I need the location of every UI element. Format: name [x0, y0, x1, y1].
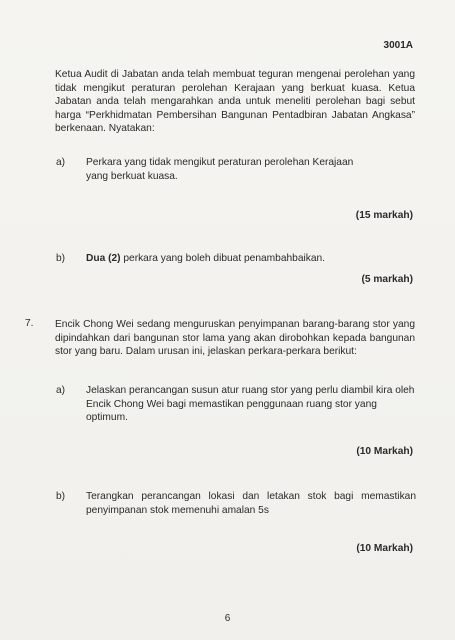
question-7-text: Encik Chong Wei sedang menguruskan penyimpanan barang-barang stor yang dipindahkan dari bangunan stor lama yang akan dirobohkan kepada bangunan stor yang baru. Dalam urusan ini, jelaskan perkara-perkara berikut:: [55, 319, 415, 358]
question-7-number: 7.: [25, 318, 34, 329]
question-7b-letter: b): [56, 491, 66, 502]
question-6b-rest: perkara yang boleh dibuat penambahbaikan.: [120, 253, 325, 264]
question-7a-marks: (10 Markah): [356, 446, 413, 457]
question-6b-letter: b): [56, 253, 66, 264]
question-6a-letter: a): [56, 157, 66, 168]
question-7a-text: Jelaskan perancangan susun atur ruang stor yang perlu diambil kira oleh Encik Chong Wei bagi memastikan penggunaan ruang stor yang optimum.: [86, 385, 415, 424]
question-6b-text: [86, 252, 416, 266]
question-7a-letter: a): [56, 385, 66, 396]
question-7b-text: Terangkan perancangan lokasi dan letakan stok bagi memastikan penyimpanan stok memenuhi amalan 5s: [86, 491, 416, 516]
question-6b-marks: (5 markah): [361, 274, 413, 285]
question-6a-text: Perkara yang tidak mengikut peraturan perolehan Kerajaan yang berkuat kuasa.: [86, 157, 354, 182]
paper-code: 3001A: [383, 40, 413, 51]
question-6-intro: Ketua Audit di Jabatan anda telah membuat teguran mengenai perolehan yang tidak mengikut peraturan perolehan Kerajaan yang berkuat kuasa. Ketua Jabatan anda telah mengarahkan anda untuk meneliti perolehan bagi sebut harga “Perkhidmatan Pembersihan Bangunan Pentadbiran Jabatan Angkasa” berkenaan. Nyatakan:: [55, 69, 415, 135]
page-number: 6: [224, 613, 231, 624]
question-6a-marks: (15 markah): [355, 210, 413, 221]
question-7b-marks: (10 Markah): [356, 543, 413, 554]
question-6b-bold: Dua (2): [86, 253, 121, 264]
